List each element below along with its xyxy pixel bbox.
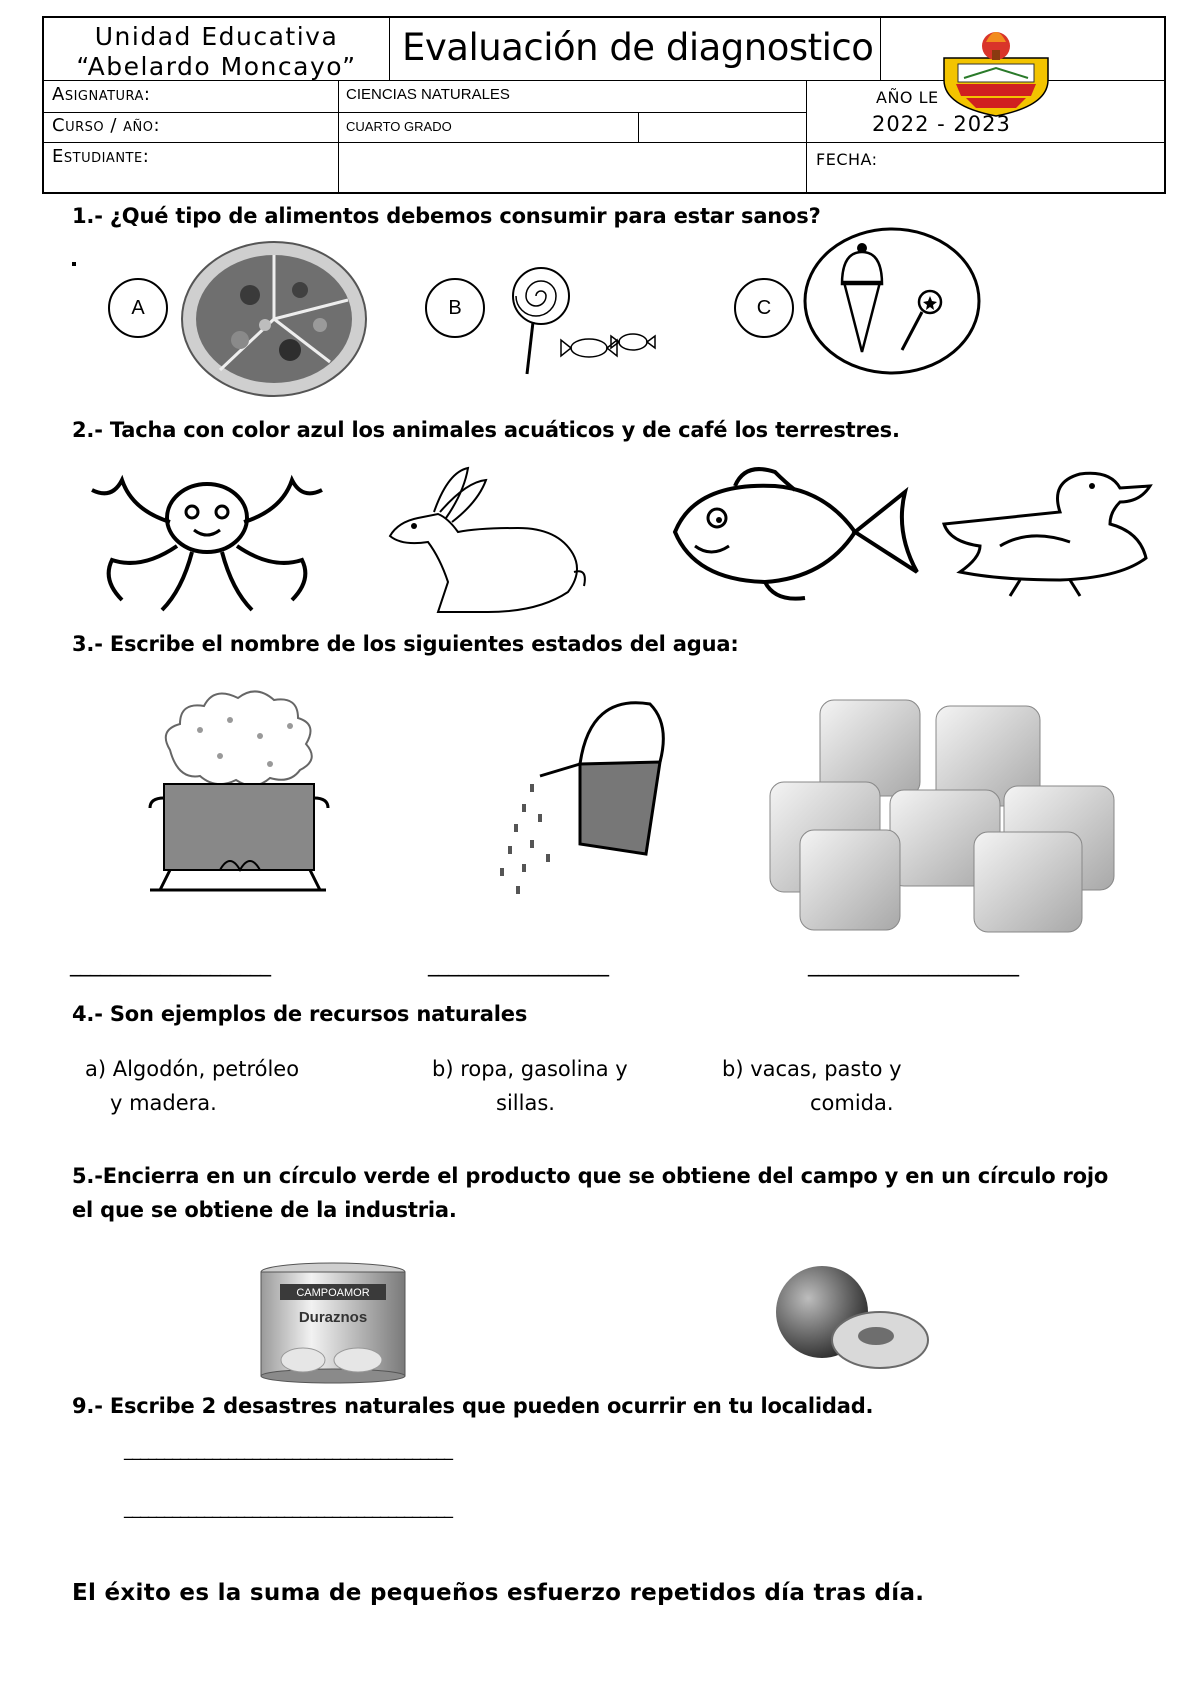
- octopus-icon[interactable]: [82, 460, 332, 620]
- peach-can-image[interactable]: [258, 1262, 408, 1384]
- question-1: 1.- ¿Qué tipo de alimentos debemos consumir para estar sanos?: [72, 204, 821, 228]
- option-4c[interactable]: [722, 1052, 902, 1120]
- stray-dot: [72, 262, 76, 266]
- option-c-circle[interactable]: C: [734, 278, 794, 338]
- question-5-line2: el que se obtiene de la industria.: [72, 1198, 457, 1222]
- option-a-circle[interactable]: A: [108, 278, 168, 338]
- peach-fruit-image[interactable]: [770, 1262, 930, 1372]
- question-2: 2.- Tacha con color azul los animales acuáticos y de café los terrestres.: [72, 418, 900, 442]
- divider: [880, 18, 881, 80]
- evaluation-title: Evaluación de diagnostico: [402, 26, 874, 69]
- food-plate-icon[interactable]: [180, 240, 368, 398]
- question-5-line1: 5.-Encierra en un círculo verde el producto que se obtiene del campo y en un círculo rojo: [72, 1164, 1109, 1188]
- option-4c-line1: b) vacas, pasto y: [722, 1057, 902, 1081]
- duck-icon[interactable]: [940, 462, 1162, 602]
- option-4b-line1: b) ropa, gasolina y: [432, 1057, 628, 1081]
- anio-lectivo-value: 2022 - 2023: [872, 112, 1011, 136]
- candy-lollipop-icon[interactable]: [505, 262, 660, 382]
- rabbit-icon[interactable]: [378, 462, 598, 618]
- answer-blank-1[interactable]: ____________________: [70, 952, 270, 977]
- divider: [806, 80, 807, 194]
- school-line-2: “Abelardo Moncayo”: [76, 52, 357, 81]
- divider: [338, 80, 339, 194]
- question-4: 4.- Son ejemplos de recursos naturales: [72, 1002, 528, 1026]
- divider: [44, 142, 1166, 143]
- school-crest-icon: [936, 22, 1056, 118]
- option-4b[interactable]: [432, 1052, 628, 1120]
- divider: [638, 112, 639, 142]
- option-4a[interactable]: [85, 1052, 299, 1120]
- header-table: [42, 16, 1166, 194]
- curso-label: Curso / año:: [52, 115, 161, 136]
- answer-line-1[interactable]: _________________________________________: [124, 1440, 452, 1461]
- asignatura-value: CIENCIAS NATURALES: [346, 86, 510, 103]
- pouring-jug-icon[interactable]: [470, 684, 690, 904]
- answer-line-2[interactable]: _________________________________________: [124, 1498, 452, 1519]
- school-line-1: Unidad Educativa: [94, 22, 339, 51]
- ice-cubes-icon[interactable]: [760, 690, 1130, 938]
- option-4b-line2: sillas.: [496, 1091, 555, 1115]
- boiling-pot-steam-icon[interactable]: [140, 680, 340, 910]
- answer-blank-3[interactable]: _____________________: [808, 952, 1018, 977]
- estudiante-label: Estudiante:: [52, 146, 150, 167]
- fecha-label: FECHA:: [816, 150, 878, 169]
- option-b-circle[interactable]: B: [425, 278, 485, 338]
- question-3: 3.- Escribe el nombre de los siguientes estados del agua:: [72, 632, 739, 656]
- option-4a-line2: y madera.: [110, 1091, 217, 1115]
- anio-lectivo-label: AÑO LE: [876, 88, 939, 107]
- option-4c-line2: comida.: [810, 1091, 894, 1115]
- divider: [44, 112, 806, 113]
- curso-value: CUARTO GRADO: [346, 119, 452, 134]
- icecream-lollipop-icon[interactable]: [802, 226, 982, 376]
- option-4a-line1: a) Algodón, petróleo: [85, 1057, 300, 1081]
- can-product-label: Duraznos: [298, 1309, 368, 1326]
- asignatura-label: Asignatura:: [52, 84, 151, 105]
- can-brand-label: CAMPOAMOR: [296, 1287, 370, 1299]
- fish-icon[interactable]: [655, 462, 930, 610]
- answer-blank-2[interactable]: __________________: [428, 952, 608, 977]
- motto: El éxito es la suma de pequeños esfuerzo repetidos día tras día.: [72, 1580, 925, 1606]
- school-name: [44, 22, 389, 82]
- divider: [389, 18, 390, 80]
- question-9: 9.- Escribe 2 desastres naturales que pueden ocurrir en tu localidad.: [72, 1394, 874, 1418]
